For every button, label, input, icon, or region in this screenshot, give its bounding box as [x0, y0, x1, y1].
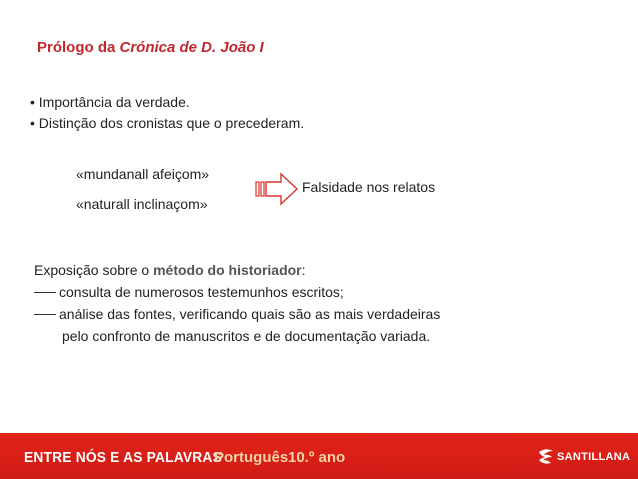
method-item	[34, 281, 440, 303]
bullet-item: • Distinção dos cronistas que o precederam.	[30, 115, 305, 131]
method-intro-prefix: Exposição sobre o	[34, 262, 154, 278]
method-intro	[34, 259, 440, 281]
method-continuation: pelo confronto de manuscritos e de documentação variada.	[62, 328, 431, 344]
method-item-text: consulta de numerosos testemunhos escritos;	[59, 284, 344, 300]
collection-name: ENTRE NÓS E AS PALAVRAS	[24, 449, 222, 466]
right-arrow-icon	[255, 172, 299, 206]
method-section	[34, 259, 440, 347]
slide-title	[37, 39, 264, 56]
result-text: Falsidade nos relatos	[302, 179, 436, 195]
quote-naturall: «naturall inclinaçom»	[76, 196, 208, 212]
method-intro-bold: método do historiador	[153, 262, 302, 278]
santillana-logo-icon	[536, 446, 556, 466]
bullet-list	[30, 92, 304, 134]
method-item	[34, 303, 440, 325]
subject-name: Português	[214, 449, 289, 466]
footer-bar	[0, 433, 638, 479]
title-prefix: Prólogo da	[37, 39, 120, 56]
method-intro-suffix: :	[301, 262, 306, 278]
dash-marker	[34, 314, 56, 315]
bullet-item: • Importância da verdade.	[30, 94, 190, 110]
grade-label: 10.º ano	[288, 449, 346, 466]
quote-mundanall: «mundanall afeiçom»	[76, 166, 210, 182]
publisher-name: SANTILLANA	[557, 451, 631, 463]
title-work: Crónica de D. João I	[119, 39, 264, 56]
method-item-text: análise das fontes, verificando quais são as mais verdadeiras	[59, 306, 441, 322]
dash-marker	[34, 292, 56, 293]
